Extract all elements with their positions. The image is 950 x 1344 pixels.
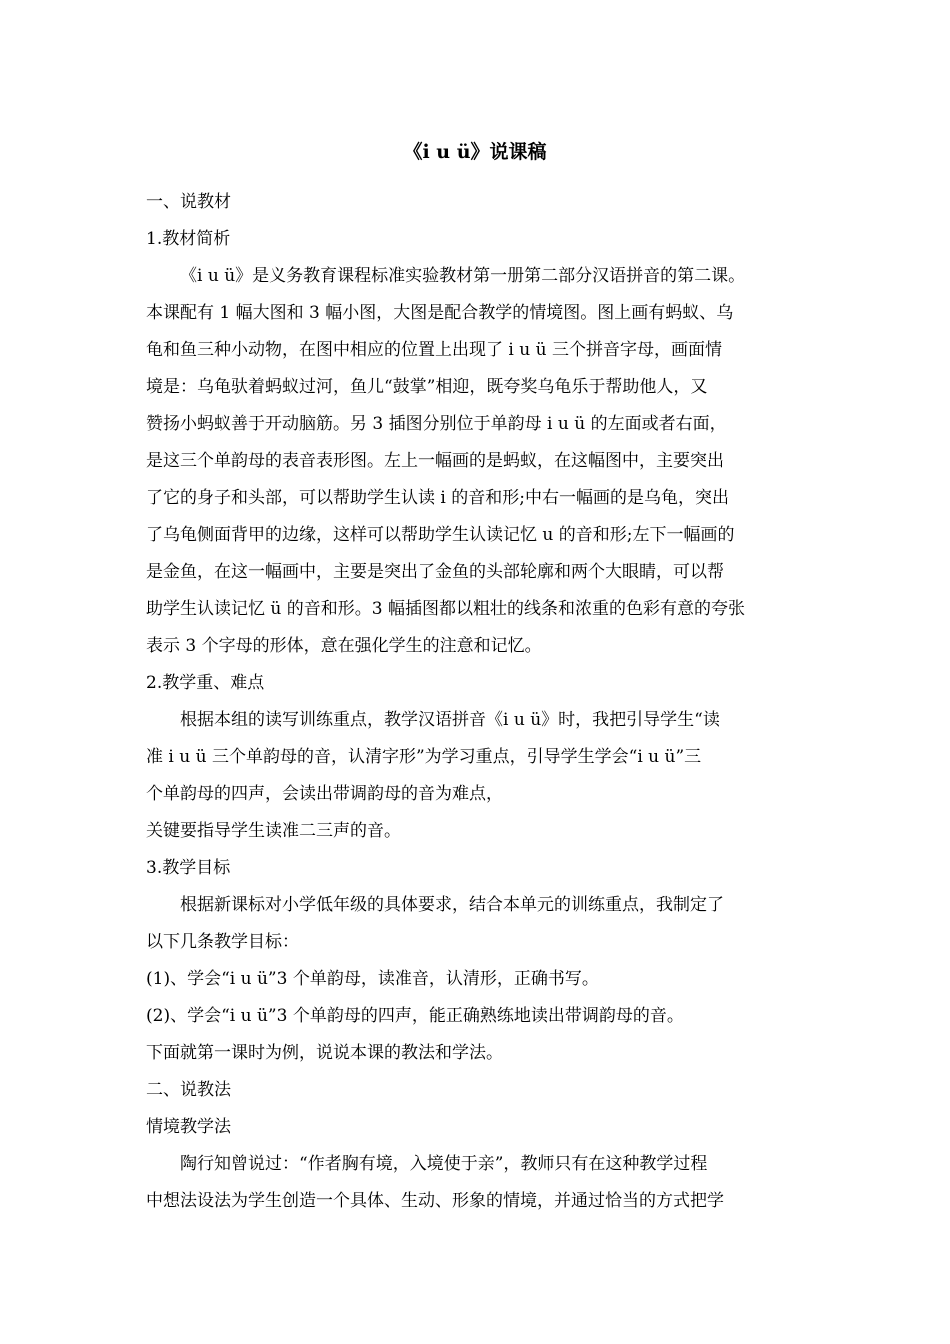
paragraph-line: 根据新课标对小学低年级的具体要求，结合本单元的训练重点，我制定了: [180, 895, 724, 915]
paragraph-line: 以下几条教学目标：: [146, 932, 299, 952]
subheading-key-points: 2.教学重、难点: [146, 673, 265, 693]
paragraph-line: 下面就第一课时为例，说说本课的教法和学法。: [146, 1043, 503, 1063]
paragraph-line: 境是：乌龟驮着蚂蚁过河，鱼儿“鼓掌”相迎，既夸奖乌龟乐于帮助他人，又: [146, 377, 708, 397]
paragraph-line: 龟和鱼三种小动物，在图中相应的位置上出现了 i u ü 三个拼音字母，画面情: [146, 340, 722, 360]
subheading-teaching-goals: 3.教学目标: [146, 858, 231, 878]
paragraph-line: 中想法设法为学生创造一个具体、生动、形象的情境，并通过恰当的方式把学: [146, 1191, 724, 1211]
document-body: [146, 184, 814, 1220]
page-title: 《i u ü》说课稿: [403, 141, 547, 163]
paragraph-line: 本课配有 1 幅大图和 3 幅小图，大图是配合教学的情境图。图上画有蚂蚁、乌: [146, 303, 734, 323]
paragraph-line: 了它的身子和头部，可以帮助学生认读 i 的音和形;中右一幅画的是乌龟，突出: [146, 488, 729, 508]
paragraph-line: 是这三个单韵母的表音表形图。左上一幅画的是蚂蚁，在这幅图中，主要突出: [146, 451, 724, 471]
section-heading-teaching-material: 一、说教材: [146, 192, 231, 212]
paragraph-line: 准 i u ü 三个单韵母的音，认清字形”为学习重点，引导学生学会“i u ü”三: [146, 747, 702, 767]
paragraph-line: 助学生认读记忆 ü 的音和形。3 幅插图都以粗壮的线条和浓重的色彩有意的夸张: [146, 599, 745, 619]
subheading-material-analysis: 1.教材简析: [146, 229, 231, 249]
paragraph-line: 陶行知曾说过：“作者胸有境，入境使于亲”，教师只有在这种教学过程: [180, 1154, 708, 1174]
subheading-situational-teaching: 情境教学法: [146, 1117, 231, 1137]
paragraph-line: 了乌龟侧面背甲的边缘，这样可以帮助学生认读记忆 u 的音和形;左下一幅画的: [146, 525, 735, 545]
paragraph-line: 赞扬小蚂蚁善于开动脑筋。另 3 插图分别位于单韵母 i u ü 的左面或者右面，: [146, 414, 727, 434]
goal-item: (2)、学会“i u ü”3 个单韵母的四声，能正确熟练地读出带调韵母的音。: [146, 1006, 684, 1026]
paragraph-line: 根据本组的读写训练重点，教学汉语拼音《i u ü》时，我把引导学生“读: [180, 710, 720, 730]
goal-item: (1)、学会“i u ü”3 个单韵母，读准音，认清形，正确书写。: [146, 969, 599, 989]
section-heading-teaching-method: 二、说教法: [146, 1080, 231, 1100]
paragraph-line: 个单韵母的四声，会读出带调韵母的音为难点，: [146, 784, 503, 804]
paragraph-line: 是金鱼，在这一幅画中，主要是突出了金鱼的头部轮廓和两个大眼睛，可以帮: [146, 562, 724, 582]
paragraph-line: 关键要指导学生读准二三声的音。: [146, 821, 401, 841]
paragraph-line: 表示 3 个字母的形体，意在强化学生的注意和记忆。: [146, 636, 542, 656]
paragraph-line: 《i u ü》是义务教育课程标准实验教材第一册第二部分汉语拼音的第二课。: [180, 266, 746, 286]
